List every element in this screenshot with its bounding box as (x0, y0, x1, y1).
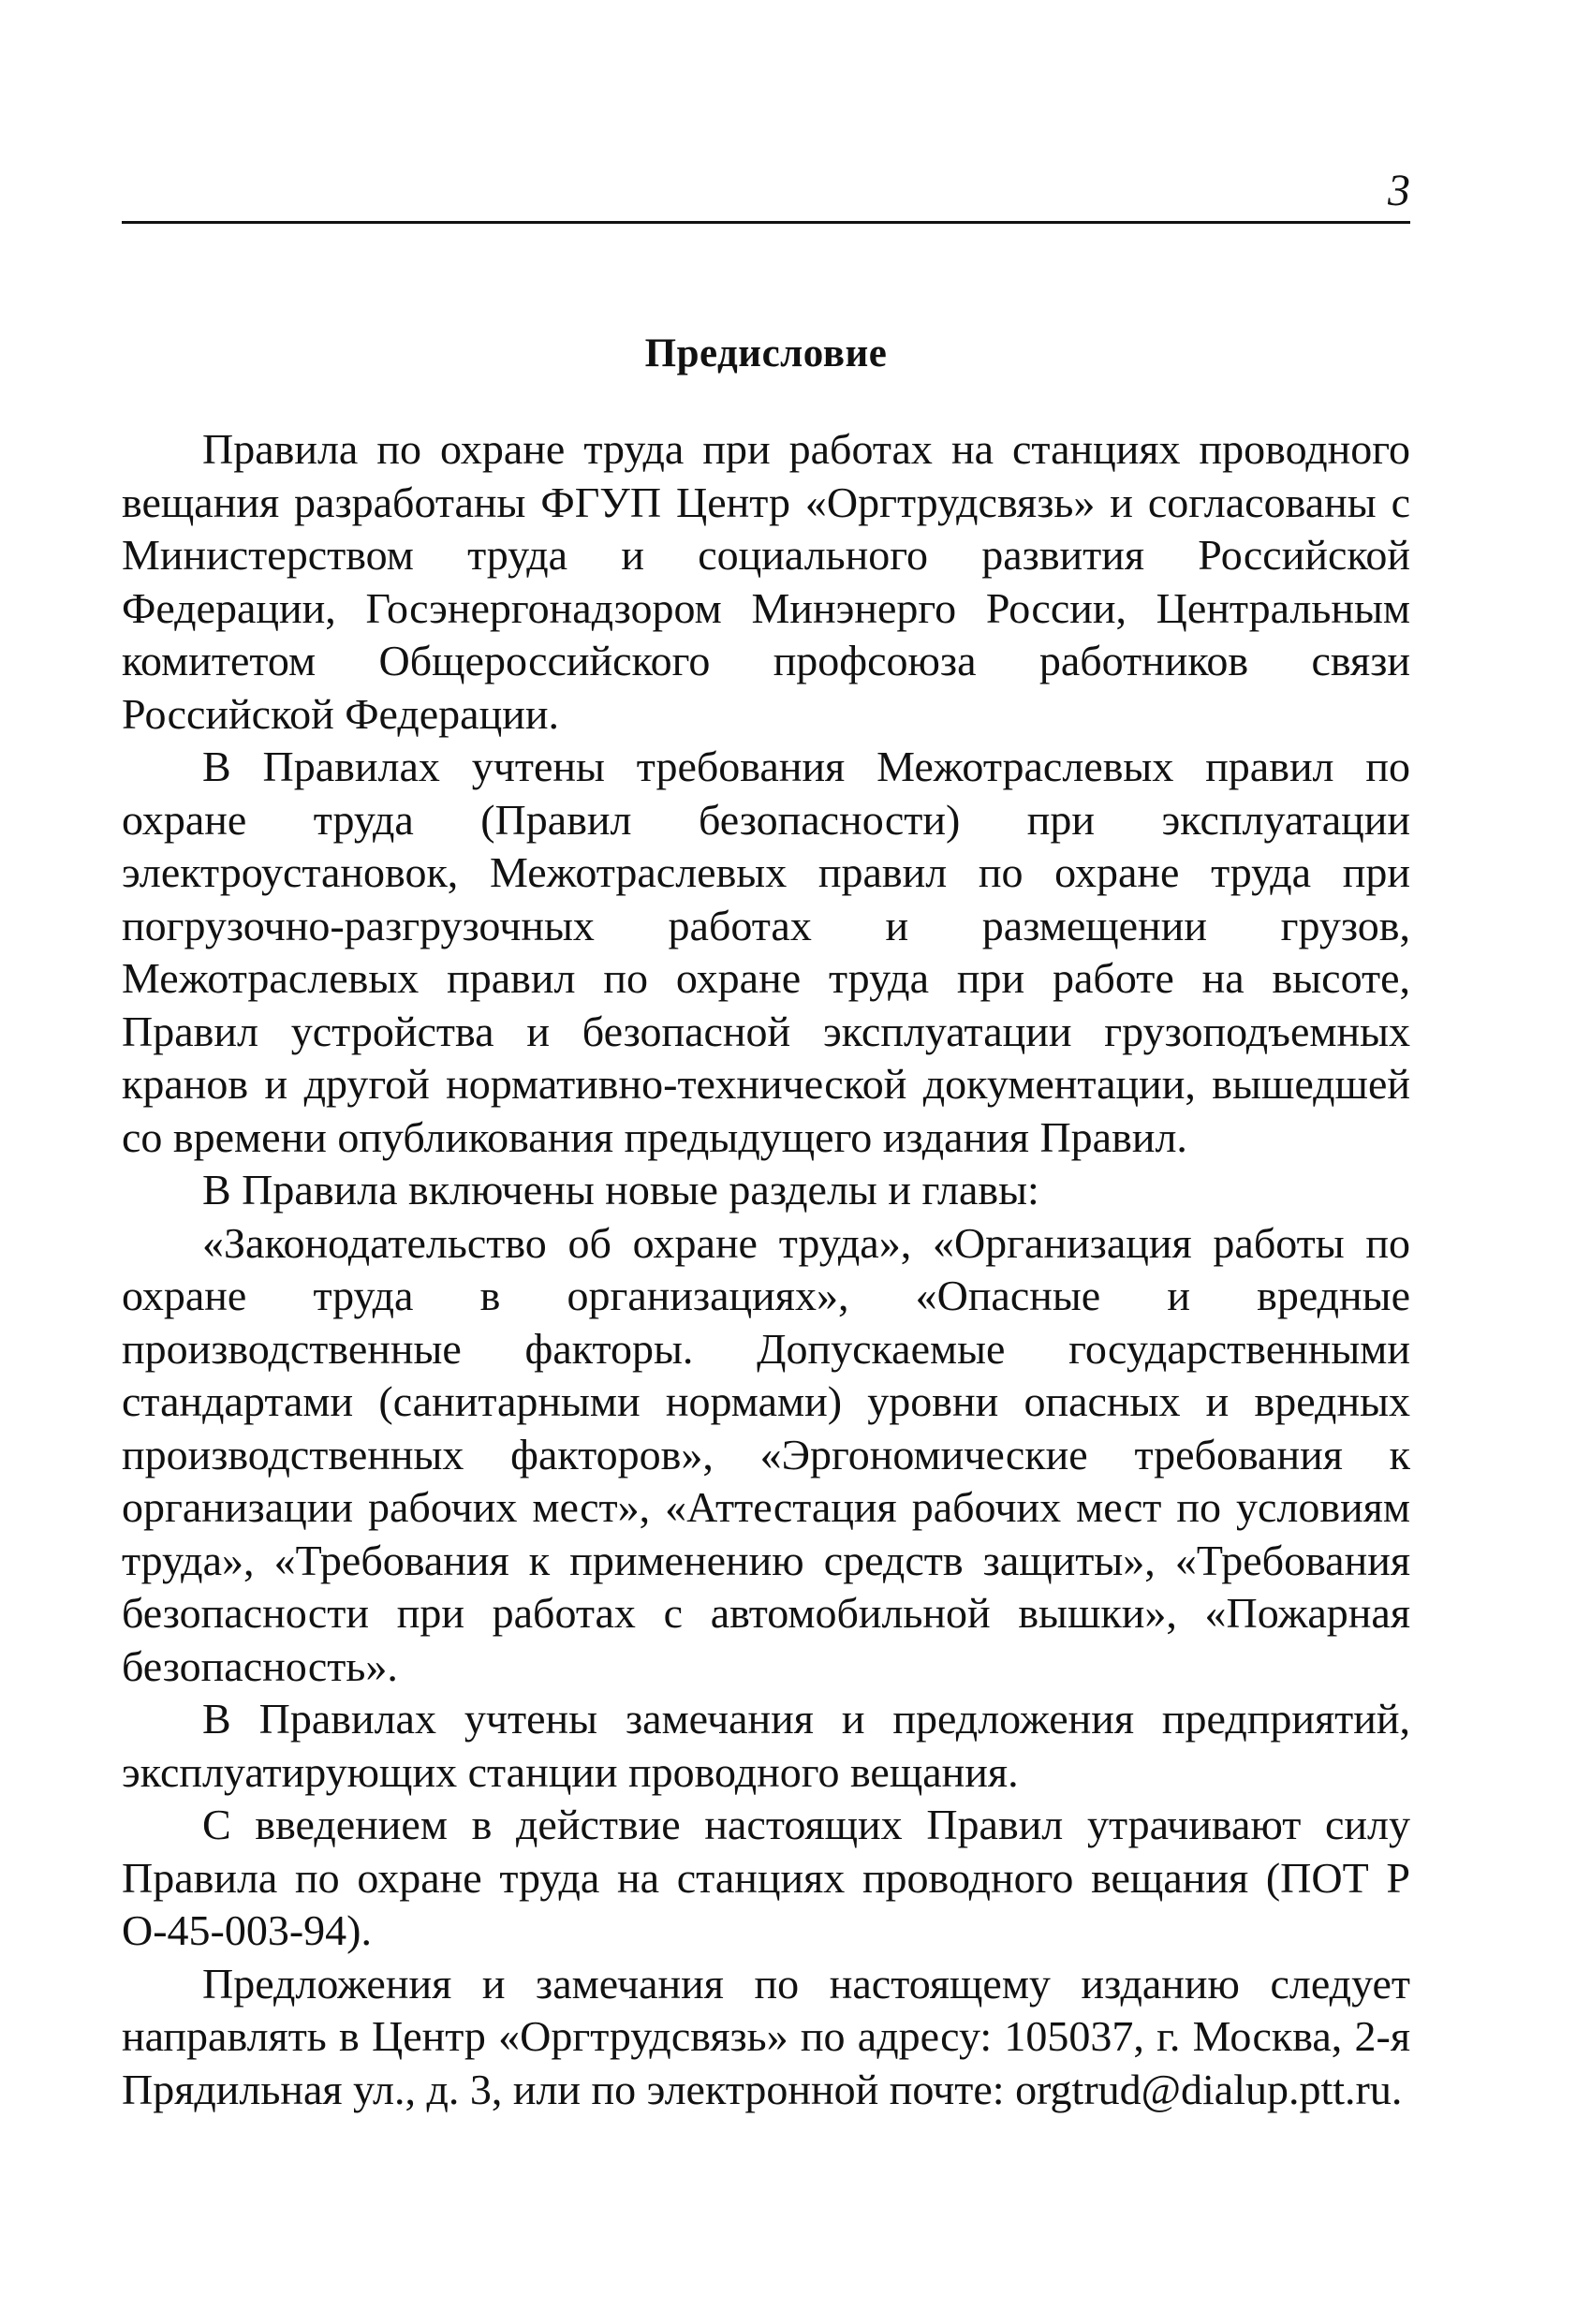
page-content (122, 330, 1410, 2116)
paragraph-comments: В Правилах учтены замечания и предложения предприятий, эксплуатирующих станции проводного вещания. (122, 1695, 1410, 1796)
paragraph-new-sections-list: «Законодательство об охране труда», «Организация работы по охране труда в организациях», «Опасные и вредные производственные факторы. Допускаемые государственными стандартами (санитарными нормами) уровни опасных и вредных производственных факторов», «Эргономические требования к организации рабочих мест», «Аттестация рабочих мест по условиям труда», «Требования к применению средств защиты», «Требования безопасности при работах с автомобильной вышки», «Пожарная безопасность». (122, 1218, 1410, 1690)
paragraph-contact: Предложения и замечания по настоящему изданию следует направлять в Центр «Оргтрудсвязь» по адресу: 105037, г. Москва, 2-я Прядильная ул., д. 3, или по электронной почте: orgtrud@dialup.ptt.ru. (122, 1959, 1410, 2113)
page-number: 3 (1388, 166, 1410, 215)
paragraph-new-sections-intro: В Правила включены новые разделы и главы: (202, 1166, 1039, 1213)
header-rule (122, 221, 1410, 224)
paragraph-requirements: В Правилах учтены требования Межотраслевых правил по охране труда (Правил безопасности) при эксплуатации электроустановок, Межотраслевых правил по охране труда при погрузочно-разгрузочных работах и размещении грузов, Межотраслевых правил по охране труда при работе на высоте, Правил устройства и безопасной эксплуатации грузоподъемных кранов и другой нормативно-технической документации, вышедшей со времени опубликования предыдущего издания Правил. (122, 743, 1410, 1161)
section-heading: Предисловие (644, 331, 888, 375)
paragraph-developer: Правила по охране труда при работах на станциях проводного вещания разработаны ФГУП Центр «Оргтрудсвязь» и согласованы с Министерством труда и социального развития Российской Федерации, Госэнергонадзором Минэнерго России, Центральным комитетом Общероссийского профсоюза работников связи Российской Федерации. (122, 425, 1410, 738)
paragraph-superseded: С введением в действие настоящих Правил утрачивают силу Правила по охране труда на станциях проводного вещания (ПОТ Р О-45-003-94). (122, 1801, 1410, 1954)
